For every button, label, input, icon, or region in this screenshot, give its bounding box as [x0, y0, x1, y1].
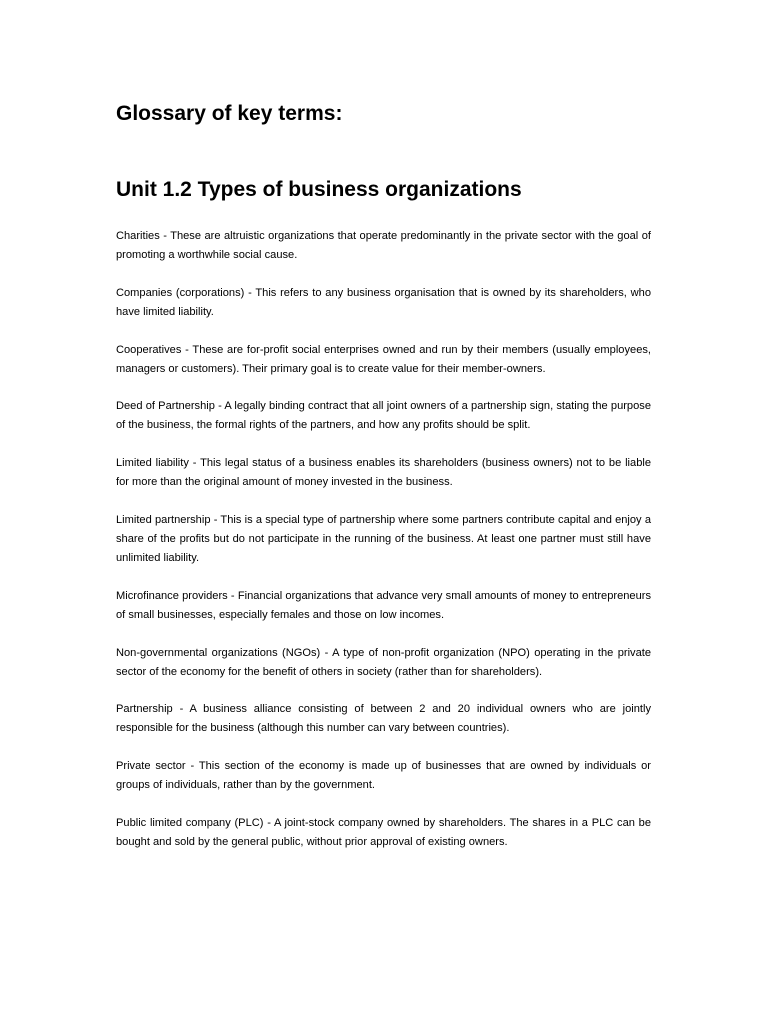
- glossary-entry-limited-partnership: Limited partnership - This is a special type of partnership where some partners contribute capital and enjoy a share of the profits but do not participate in the running of the business. At least one partner must still have unlimited liability.: [116, 514, 651, 564]
- glossary-entry-cooperatives: Cooperatives - These are for-profit social enterprises owned and run by their members (usually employees, managers or customers). Their primary goal is to create value for their member-owners.: [116, 343, 651, 375]
- glossary-entry-charities: Charities - These are altruistic organizations that operate predominantly in the private sector with the goal of promoting a worthwhile social cause.: [116, 230, 651, 261]
- glossary-entry-plc: Public limited company (PLC) - A joint-stock company owned by shareholders. The shares in a PLC can be bought and sold by the general public, without prior approval of existing owners.: [116, 817, 651, 848]
- glossary-entry-deed-of-partnership: Deed of Partnership - A legally binding contract that all joint owners of a partnership sign, stating the purpose of the business, the formal rights of the partners, and how any profits should be split.: [116, 400, 651, 432]
- glossary-entry-companies: Companies (corporations) - This refers to any business organisation that is owned by its shareholders, who have limited liability.: [116, 286, 651, 318]
- glossary-entries: [116, 227, 651, 871]
- glossary-entry-partnership: Partnership - A business alliance consisting of between 2 and 20 individual owners who are jointly responsible for the business (although this number can vary between countries).: [116, 703, 651, 735]
- glossary-entry-ngos: Non-governmental organizations (NGOs) - A type of non-profit organization (NPO) operating in the private sector of the economy for the benefit of others in society (rather than for shareholders).: [116, 646, 651, 678]
- glossary-entry-microfinance-providers: Microfinance providers - Financial organizations that advance very small amounts of money to entrepreneurs of small businesses, especially females and those on low incomes.: [116, 589, 651, 621]
- glossary-entry-private-sector: Private sector - This section of the economy is made up of businesses that are owned by individuals or groups of individuals, rather than by the government.: [116, 760, 651, 792]
- unit-heading: Unit 1.2 Types of business organizations: [116, 178, 522, 201]
- glossary-title: Glossary of key terms:: [116, 102, 343, 125]
- glossary-entry-limited-liability: Limited liability - This legal status of a business enables its shareholders (business owners) not to be liable for more than the original amount of money invested in the business.: [116, 457, 651, 489]
